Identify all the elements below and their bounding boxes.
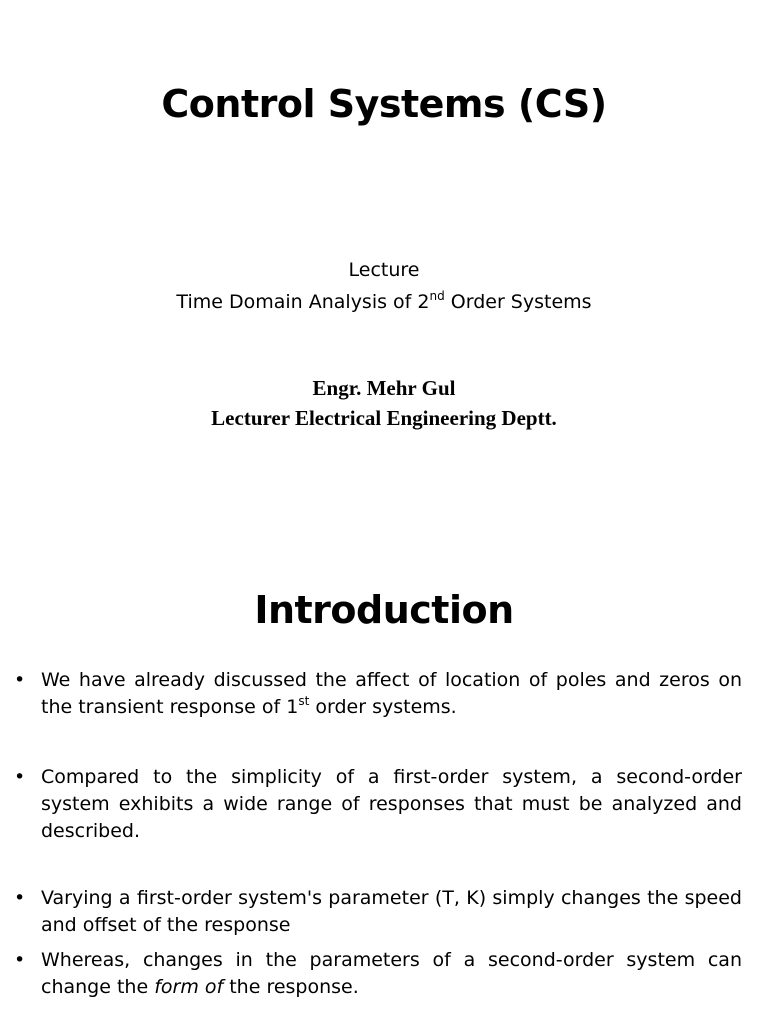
bullet-text xyxy=(41,667,742,721)
author-title: Lecturer Electrical Engineering Deptt. xyxy=(211,406,557,430)
bullet-text-suffix: order systems. xyxy=(309,696,457,718)
bullet-item xyxy=(14,885,742,939)
bullet-text-prefix: Whereas, changes in the parameters of a second-order system can change the xyxy=(41,949,742,998)
subtitle-prefix: Time Domain Analysis of 2 xyxy=(176,291,430,313)
bullet-icon: • xyxy=(14,949,26,971)
bullet-text xyxy=(41,947,742,1001)
lecture-subtitle xyxy=(0,290,768,314)
bullet-icon: • xyxy=(14,766,26,788)
subtitle-suffix: Order Systems xyxy=(444,291,592,313)
bullet-text-suffix: the response. xyxy=(223,976,359,998)
bullet-item xyxy=(14,667,742,721)
introduction-slide xyxy=(0,560,768,1024)
bullet-text: Varying a first-order system's parameter (T, K) simply changes the speed and offset of the response xyxy=(41,887,742,936)
bullet-text-prefix: We have already discussed the affect of location of poles and zeros on the transient response of 1 xyxy=(41,669,742,718)
bullet-item xyxy=(14,764,742,845)
bullet-icon: • xyxy=(14,887,26,909)
author-name: Engr. Mehr Gul xyxy=(312,376,456,400)
bullet-icon: • xyxy=(14,669,26,691)
bullet-text-italic: form of xyxy=(154,976,224,998)
bullet-text: Compared to the simplicity of a first-order system, a second-order system exhibits a wide range of responses that must be analyzed and described. xyxy=(41,766,742,842)
subtitle-superscript: nd xyxy=(429,289,445,303)
slide-title: Control Systems (CS) xyxy=(161,82,607,126)
slide-title: Introduction xyxy=(254,588,514,632)
lecture-label: Lecture xyxy=(348,259,420,281)
bullet-text-superscript: st xyxy=(298,694,310,708)
bullet-item xyxy=(14,947,742,1001)
